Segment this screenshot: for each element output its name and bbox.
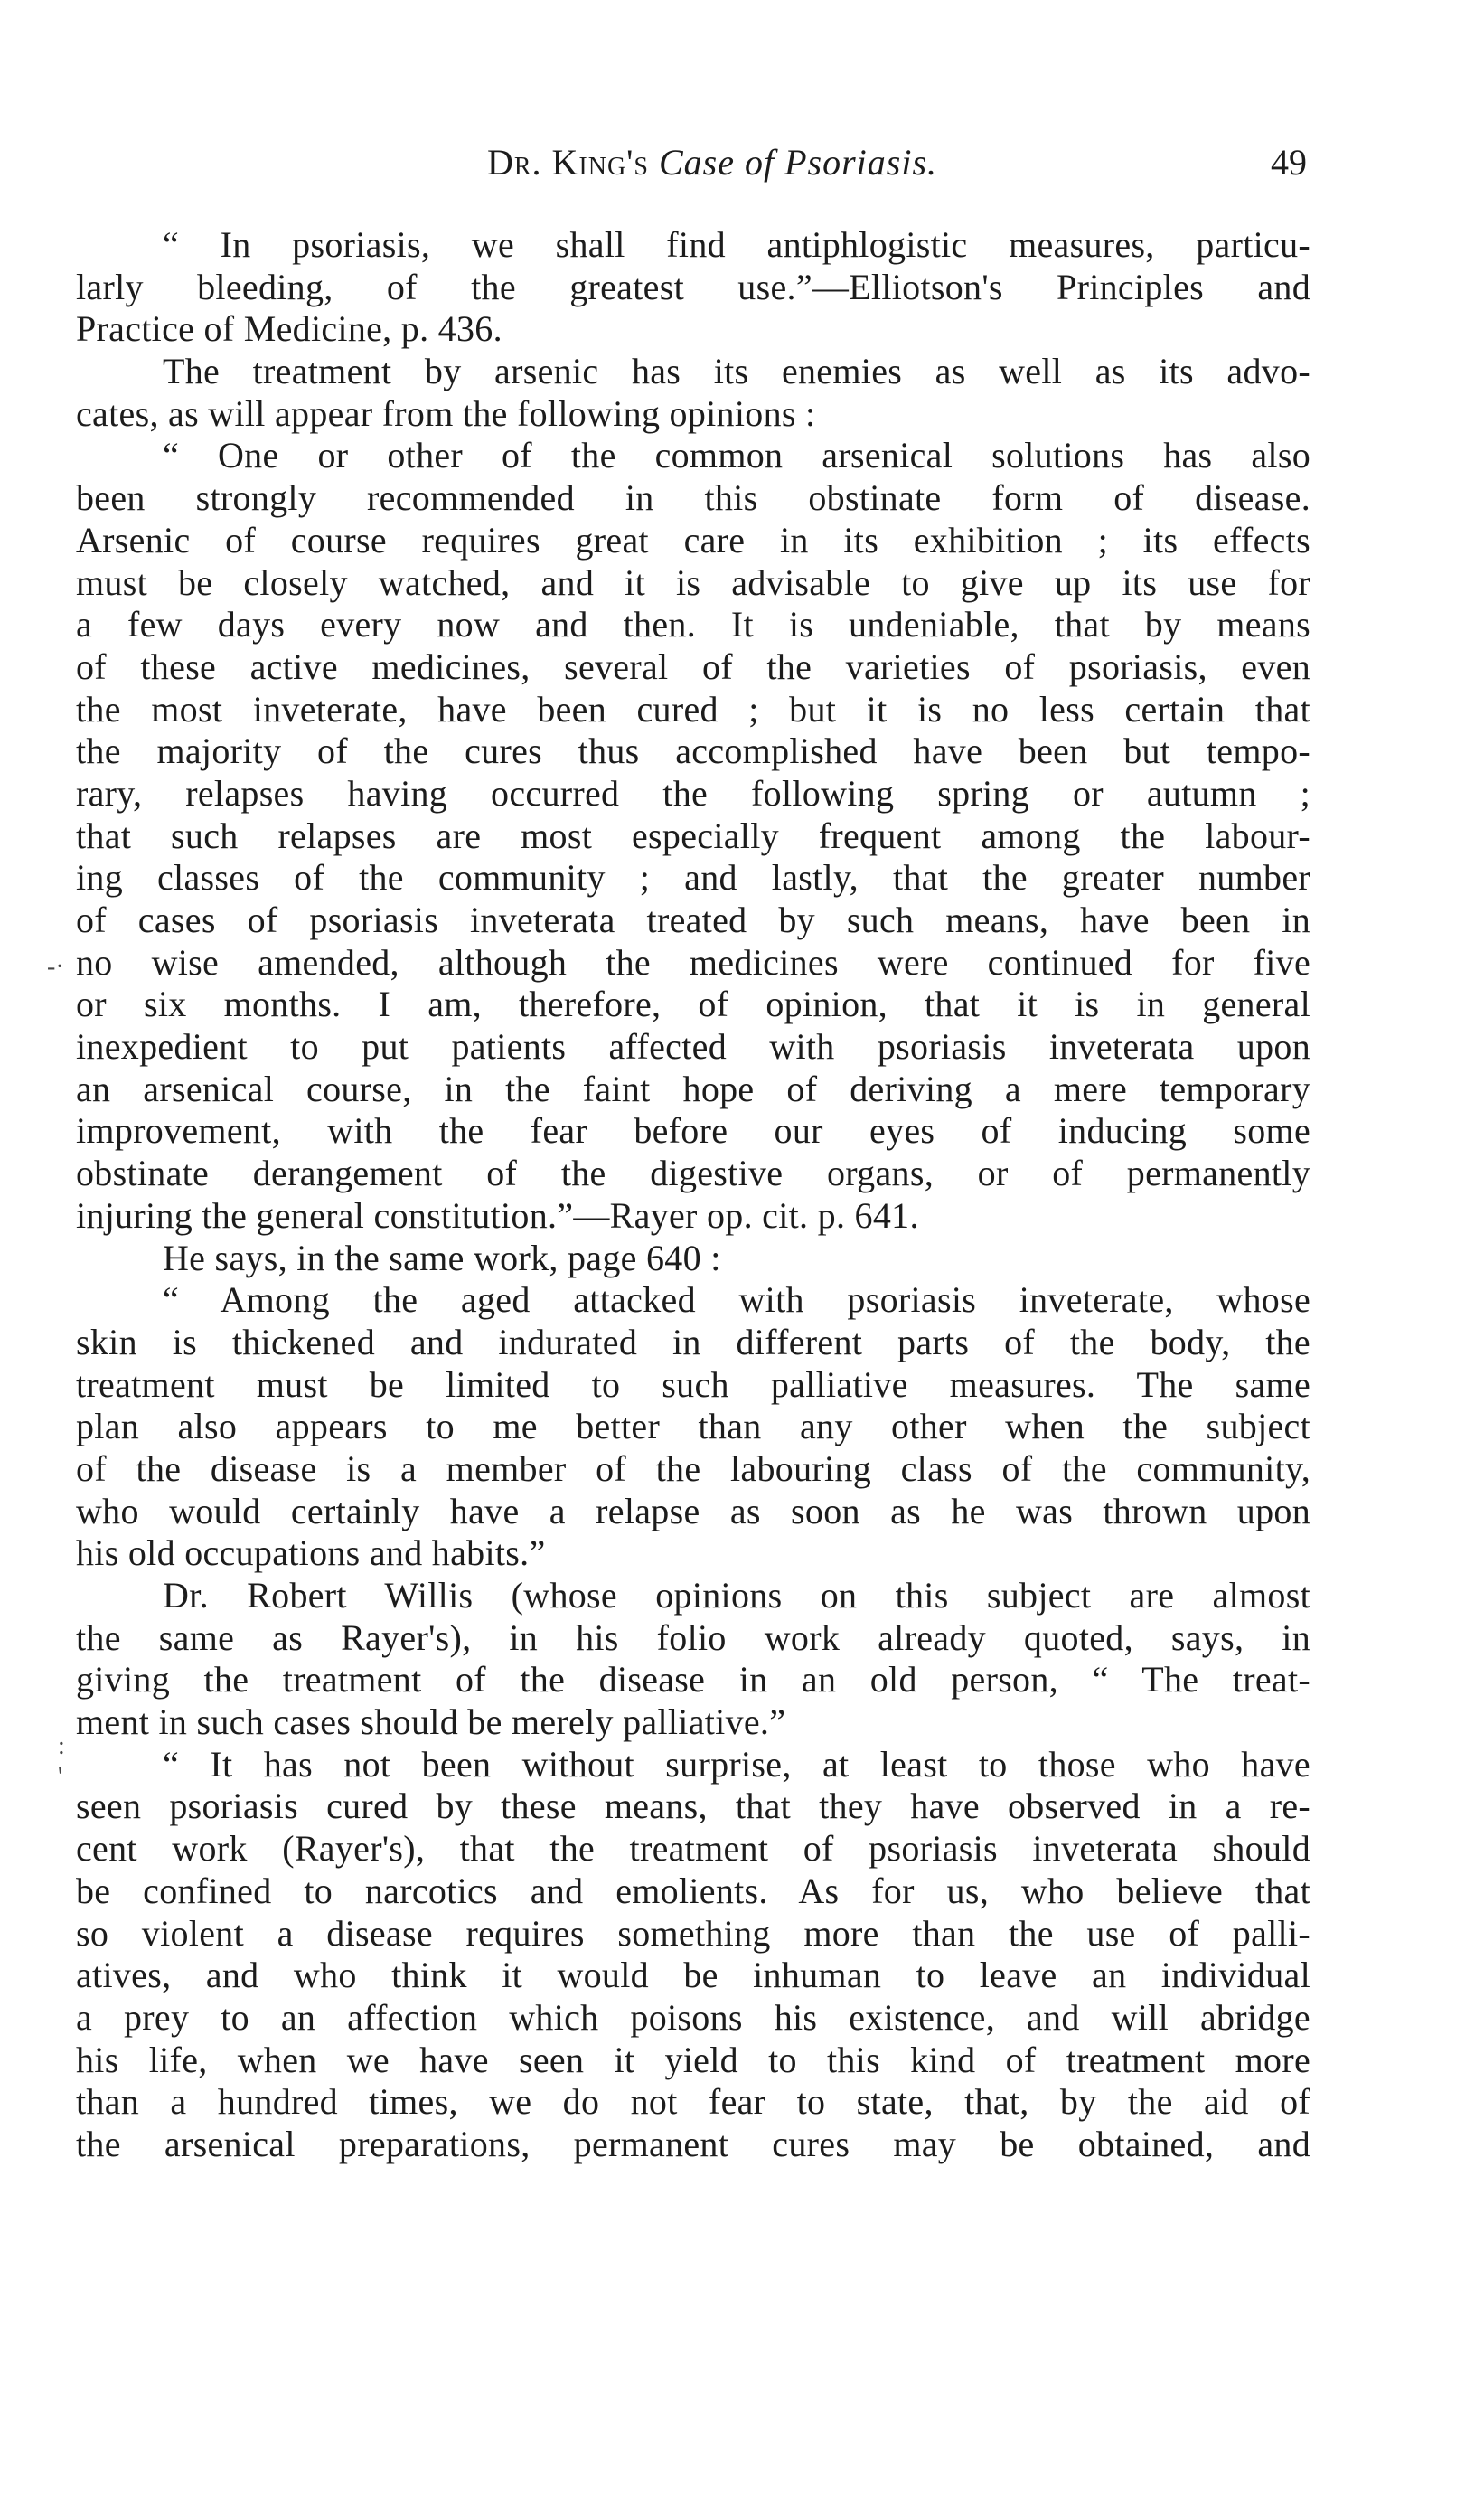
text-line: “ In psoriasis, we shall find antiphlogistic measures, particu- xyxy=(163,224,1310,265)
text-line: no wise amended, although the medicines were continued for five xyxy=(76,941,1310,983)
text-line: of the disease is a member of the labouring class of the community, xyxy=(76,1447,1310,1489)
text-line: than a hundred times, we do not fear to state, that, by the aid of xyxy=(76,2081,1310,2123)
text-line: been strongly recommended in this obstinate form of disease. xyxy=(76,477,1310,519)
text-line: injuring the general constitution.”—Rayer op. cit. p. 641. xyxy=(76,1194,919,1236)
paragraph-rayer-quote xyxy=(76,435,1310,1237)
margin-speck: ' xyxy=(58,1763,63,1791)
text-line: that such relapses are most especially frequent among the labour- xyxy=(76,815,1310,856)
text-line: who would certainly have a relapse as soon as he was thrown upon xyxy=(76,1490,1310,1531)
text-line: inexpedient to put patients affected with psoriasis inveterata upon xyxy=(76,1026,1310,1068)
text-line: larly bleeding, of the greatest use.”—Elliotson's Principles and xyxy=(76,266,1310,307)
paragraph-arsenic-intro xyxy=(76,351,1310,435)
text-line: seen psoriasis cured by these means, that they have observed in a re- xyxy=(76,1786,1310,1827)
text-line: treatment must be limited to such palliative measures. The same xyxy=(76,1363,1310,1405)
text-line: Dr. Robert Willis (whose opinions on this subject are almost xyxy=(163,1575,1310,1616)
paragraph-elliotson-quote xyxy=(76,224,1310,351)
text-line: He says, in the same work, page 640 : xyxy=(163,1237,721,1278)
paragraph-he-says xyxy=(76,1238,1310,1280)
text-line: or six months. I am, therefore, of opinion, that it is in general xyxy=(76,984,1310,1025)
text-line: skin is thickened and indurated in different parts of the body, the xyxy=(76,1321,1310,1362)
text-line: Arsenic of course requires great care in its exhibition ; its effects xyxy=(76,519,1310,561)
text-line: Practice of Medicine, p. 436. xyxy=(76,308,502,350)
paragraph-willis xyxy=(76,1575,1310,1744)
text-line: plan also appears to me better than any other when the subject xyxy=(76,1406,1310,1447)
running-title-author: Dr. King's xyxy=(486,142,659,183)
text-line: a few days every now and then. It is undeniable, that by means xyxy=(76,604,1310,645)
text-line: a prey to an affection which poisons his existence, and will abridge xyxy=(76,1996,1310,2038)
text-line: ing classes of the community ; and lastly, that the greater number xyxy=(76,857,1310,899)
text-line: “ It has not been without surprise, at least to those who have xyxy=(163,1743,1310,1785)
text-line: of cases of psoriasis inveterata treated by such means, have been in xyxy=(76,900,1310,940)
text-line: giving the treatment of the disease in an old person, “ The treat- xyxy=(76,1659,1310,1701)
text-line: rary, relapses having occurred the following spring or autumn ; xyxy=(76,772,1310,814)
text-line: the majority of the cures thus accomplished have been but tempo- xyxy=(76,730,1310,772)
running-head xyxy=(117,141,1307,195)
text-line: must be closely watched, and it is advisable to give up its use for xyxy=(76,561,1310,603)
text-line: be confined to narcotics and emolients. As for us, who believe that xyxy=(76,1870,1310,1911)
text-line: improvement, with the fear before our eyes of inducing some xyxy=(76,1110,1310,1152)
text-line: of these active medicines, several of the varieties of psoriasis, even xyxy=(76,645,1310,687)
margin-speck: -· xyxy=(47,953,64,981)
running-title xyxy=(117,141,1307,184)
text-line: the same as Rayer's), in his folio work already quoted, says, in xyxy=(76,1616,1310,1658)
text-line: his old occupations and habits.” xyxy=(76,1532,546,1574)
margin-speck: : xyxy=(58,1732,65,1760)
text-line: ment in such cases should be merely palliative.” xyxy=(76,1701,786,1743)
text-line: cent work (Rayer's), that the treatment of psoriasis inveterata should xyxy=(76,1828,1310,1870)
paragraph-aged-quote xyxy=(76,1279,1310,1575)
body-text xyxy=(76,224,1310,2166)
running-title-subject: Case of Psoriasis. xyxy=(658,142,938,183)
text-line: so violent a disease requires something more than the use of palli- xyxy=(76,1912,1310,1954)
text-line: an arsenical course, in the faint hope of deriving a mere temporary xyxy=(76,1068,1310,1109)
text-line: his life, when we have seen it yield to this kind of treatment more xyxy=(76,2039,1310,2080)
page-number: 49 xyxy=(1271,142,1307,183)
text-line: atives, and who think it would be inhuman to leave an individual xyxy=(76,1955,1310,1996)
text-line: obstinate derangement of the digestive organs, or of permanently xyxy=(76,1153,1310,1194)
paragraph-surprise-quote xyxy=(76,1744,1310,2166)
text-line: The treatment by arsenic has its enemies as well as its advo- xyxy=(163,351,1310,392)
text-line: the most inveterate, have been cured ; but it is no less certain that xyxy=(76,688,1310,730)
text-line: “ One or other of the common arsenical solutions has also xyxy=(163,435,1310,476)
text-line: “ Among the aged attacked with psoriasis inveterate, whose xyxy=(163,1279,1310,1321)
text-line: cates, as will appear from the following opinions : xyxy=(76,392,816,434)
text-line: the arsenical preparations, permanent cures may be obtained, and xyxy=(76,2123,1310,2164)
